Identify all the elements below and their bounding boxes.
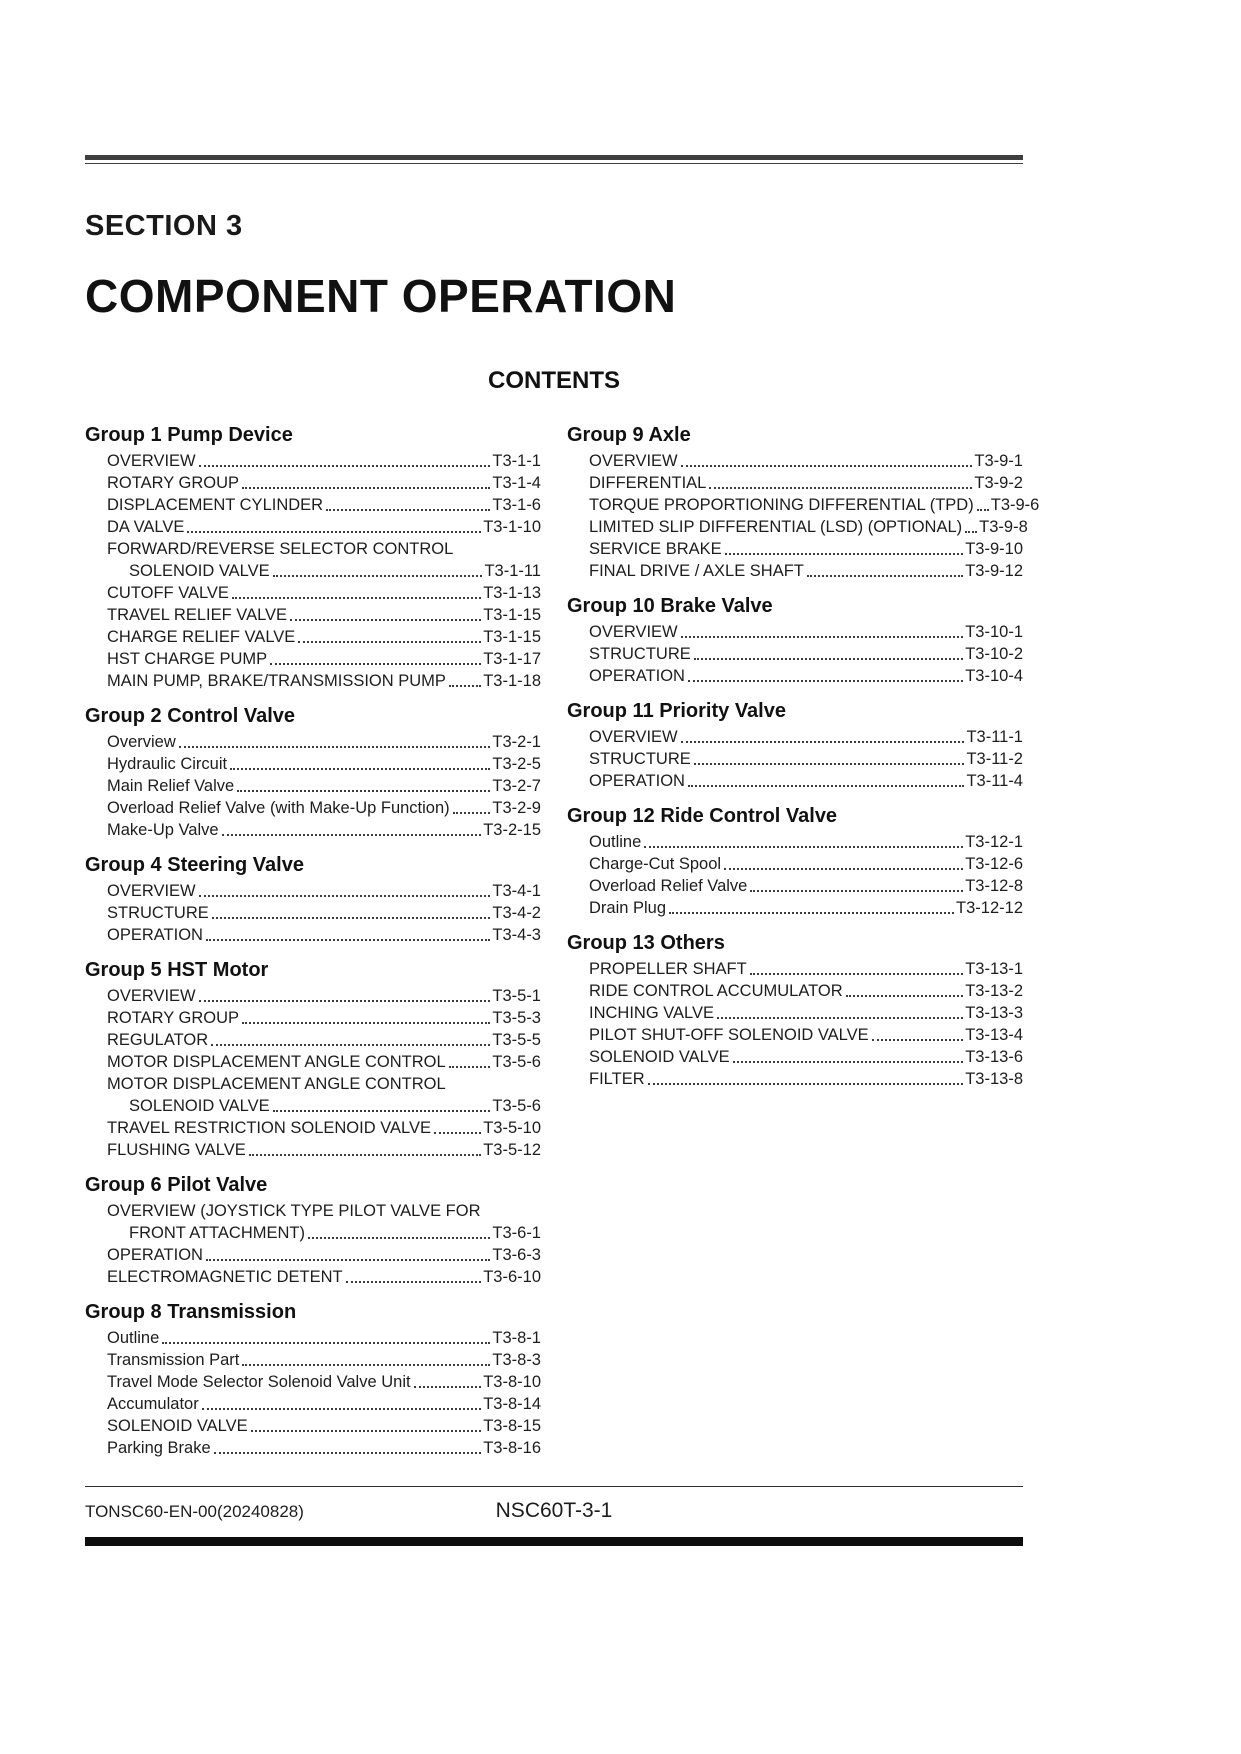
toc-entry-label: FINAL DRIVE / AXLE SHAFT — [589, 562, 804, 580]
toc-entry-label: OVERVIEW — [589, 623, 678, 641]
toc-entry-label: PILOT SHUT-OFF SOLENOID VALVE — [589, 1026, 869, 1044]
toc-group — [567, 804, 1023, 919]
toc-entry-label: TORQUE PROPORTIONING DIFFERENTIAL (TPD) — [589, 496, 974, 514]
dot-leader — [346, 1281, 482, 1283]
toc-entry-page: T3-12-6 — [965, 855, 1023, 873]
dot-leader — [212, 917, 491, 919]
dot-leader — [206, 939, 490, 941]
dot-leader — [434, 1132, 481, 1134]
dot-leader — [449, 1066, 491, 1068]
toc-entry-page: T3-9-10 — [965, 540, 1023, 558]
toc-entry-page: T3-9-6 — [990, 496, 1040, 514]
toc-entry-page: T3-1-1 — [492, 452, 541, 470]
footer-doc-code: TONSC60-EN-00(20240828) — [85, 1502, 304, 1521]
toc-entry-line — [85, 604, 541, 626]
toc-entry-page: T3-4-3 — [492, 926, 541, 944]
toc-entry-label: SOLENOID VALVE — [129, 562, 270, 580]
toc-entry-label: SOLENOID VALVE — [129, 1097, 270, 1115]
footer-rule — [85, 1486, 1023, 1487]
toc-entry-page: T3-8-14 — [483, 1395, 541, 1413]
toc-entry-label: REGULATOR — [107, 1031, 209, 1049]
toc-entry-line — [85, 494, 541, 516]
toc-entry-label: STRUCTURE — [589, 750, 691, 768]
toc-entry-line — [567, 1046, 1023, 1068]
toc-entry-label: LIMITED SLIP DIFFERENTIAL (LSD) (OPTIONAL) — [589, 518, 963, 536]
toc-entry-label: STRUCTURE — [589, 645, 691, 663]
toc-entry-line — [85, 1437, 541, 1459]
dot-leader — [249, 1154, 481, 1156]
page-content — [85, 0, 1040, 1459]
toc-group — [85, 1300, 541, 1459]
toc-entry-line — [567, 1002, 1023, 1024]
toc-entry-line — [85, 1415, 541, 1437]
toc-entry-line — [567, 875, 1023, 897]
toc-entry-label: MOTOR DISPLACEMENT ANGLE CONTROL — [107, 1053, 446, 1071]
section-label: SECTION 3 — [85, 210, 243, 242]
toc-entry-line — [85, 753, 541, 775]
toc-group — [567, 423, 1040, 582]
toc-entry-page: T3-4-2 — [492, 904, 541, 922]
toc-entry-page: T3-2-5 — [492, 755, 541, 773]
dot-leader — [199, 465, 491, 467]
toc-entry-line — [85, 1139, 541, 1161]
toc-entry-page: T3-13-4 — [965, 1026, 1023, 1044]
dot-leader — [199, 1000, 491, 1002]
toc-entry-label: OPERATION — [589, 667, 685, 685]
toc-group-title: Group 11 Priority Valve — [567, 700, 786, 722]
dot-leader — [644, 846, 963, 848]
dot-leader — [449, 685, 481, 687]
dot-leader — [846, 995, 964, 997]
contents-heading: CONTENTS — [488, 367, 620, 394]
toc-entry-page: T3-1-11 — [484, 562, 541, 580]
toc-entry-page: T3-6-10 — [483, 1268, 541, 1286]
toc-group-title: Group 12 Ride Control Valve — [567, 805, 838, 827]
toc-entry-label: OPERATION — [589, 772, 685, 790]
toc-group — [85, 704, 541, 841]
toc-entry-label: CUTOFF VALVE — [107, 584, 229, 602]
toc-entry-line — [567, 538, 1023, 560]
toc-entry-line — [567, 494, 1040, 516]
toc-group-title: Group 10 Brake Valve — [567, 595, 773, 617]
toc-entry-page: T3-5-12 — [483, 1141, 541, 1159]
dot-leader — [187, 531, 481, 533]
dot-leader — [681, 465, 973, 467]
toc-entry-line — [85, 648, 541, 670]
toc-entry-label: Overview — [107, 733, 176, 751]
toc-entry-line — [85, 924, 541, 946]
page-title: COMPONENT OPERATION — [85, 270, 677, 322]
toc-entry-label: TRAVEL RESTRICTION SOLENOID VALVE — [107, 1119, 431, 1137]
toc-entry-line — [567, 472, 1023, 494]
dot-leader — [242, 1022, 490, 1024]
toc-entry-label: Parking Brake — [107, 1439, 211, 1457]
toc-entry-page: T3-10-4 — [965, 667, 1023, 685]
dot-leader — [270, 663, 481, 665]
dot-leader — [222, 834, 482, 836]
toc-entry-line — [567, 665, 1023, 687]
dot-leader — [681, 636, 964, 638]
toc-entry-page: T3-9-1 — [974, 452, 1023, 470]
toc-entry-label: DA VALVE — [107, 518, 185, 536]
toc-group-title: Group 6 Pilot Valve — [85, 1174, 268, 1196]
toc-group-title: Group 8 Transmission — [85, 1301, 297, 1323]
toc-entry-line — [85, 1371, 541, 1393]
dot-leader — [199, 895, 491, 897]
toc-entry-line — [567, 980, 1023, 1002]
toc-entry-line — [85, 1095, 541, 1117]
toc-entry-line — [85, 880, 541, 902]
toc-entry-page: T3-4-1 — [492, 882, 541, 900]
toc-entry-page: T3-13-2 — [965, 982, 1023, 1000]
toc-entry-label: Charge-Cut Spool — [589, 855, 722, 873]
toc-entry-line — [85, 450, 541, 472]
dot-leader — [750, 973, 964, 975]
toc-entry-line — [85, 775, 541, 797]
dot-leader — [206, 1259, 490, 1261]
dot-leader — [669, 912, 954, 914]
toc-entry-label: SOLENOID VALVE — [107, 1417, 248, 1435]
toc-entry-line — [85, 1349, 541, 1371]
toc-entry-page: T3-12-1 — [965, 833, 1023, 851]
toc-group — [85, 423, 541, 692]
toc-group-title: Group 13 Others — [567, 932, 725, 954]
toc-entry-line — [85, 1222, 541, 1244]
toc-entry-page: T3-5-5 — [492, 1031, 541, 1049]
toc-entry-line — [567, 560, 1023, 582]
toc-entry-page: T3-9-2 — [974, 474, 1023, 492]
page-footer — [85, 1486, 1023, 1546]
dot-leader — [872, 1039, 964, 1041]
toc-entry-label: Outline — [107, 1329, 160, 1347]
dot-leader — [694, 658, 963, 660]
toc-entry-line — [85, 797, 541, 819]
toc-entry-label: OPERATION — [107, 1246, 203, 1264]
toc-group-title: Group 9 Axle — [567, 424, 691, 446]
toc-entry-page: T3-5-3 — [492, 1009, 541, 1027]
toc-entry-page: T3-13-3 — [965, 1004, 1023, 1022]
dot-leader — [688, 785, 964, 787]
dot-leader — [709, 487, 972, 489]
toc-entry-line — [567, 897, 1023, 919]
toc-entry-label: ROTARY GROUP — [107, 474, 240, 492]
toc-entry-page: T3-6-1 — [492, 1224, 541, 1242]
toc-entry-label: OPERATION — [107, 926, 203, 944]
toc-entry-line — [567, 958, 1023, 980]
dot-leader — [453, 812, 491, 814]
toc-entry-page: T3-1-10 — [483, 518, 541, 536]
toc-entry-label: FLUSHING VALVE — [107, 1141, 246, 1159]
toc-entry-line — [85, 731, 541, 753]
toc-entry-page: T3-11-4 — [966, 772, 1023, 790]
toc-entry-line — [85, 1200, 541, 1222]
toc-entry-line — [85, 582, 541, 604]
toc-entry-page: T3-12-8 — [965, 877, 1023, 895]
toc-entry-page: T3-2-1 — [492, 733, 541, 751]
toc-group-title: Group 4 Steering Valve — [85, 854, 304, 876]
dot-leader — [242, 1364, 490, 1366]
toc-entry-label: Overload Relief Valve (with Make-Up Function) — [107, 799, 450, 817]
toc-entry-label: CHARGE RELIEF VALVE — [107, 628, 296, 646]
toc-entry-line — [567, 770, 1023, 792]
toc-entry-line — [567, 450, 1023, 472]
toc-entry-page: T3-5-1 — [492, 987, 541, 1005]
toc-entry-line — [567, 726, 1023, 748]
toc-entry-page: T3-1-15 — [483, 606, 541, 624]
toc-entry-label: STRUCTURE — [107, 904, 209, 922]
toc-entry-label: SERVICE BRAKE — [589, 540, 722, 558]
toc-entry-label: Outline — [589, 833, 642, 851]
toc-entry-page: T3-10-1 — [965, 623, 1023, 641]
top-rule — [85, 155, 1023, 164]
toc-entry-label: FRONT ATTACHMENT) — [129, 1224, 305, 1242]
toc-entry-label: DISPLACEMENT CYLINDER — [107, 496, 324, 514]
dot-leader — [414, 1386, 482, 1388]
toc-entry-line — [85, 1327, 541, 1349]
toc-entry-page: T3-2-9 — [492, 799, 541, 817]
toc-entry-label: ELECTROMAGNETIC DETENT — [107, 1268, 343, 1286]
dot-leader — [694, 763, 965, 765]
toc-entry-line — [85, 1073, 541, 1095]
toc-entry-label: Travel Mode Selector Solenoid Valve Unit — [107, 1373, 411, 1391]
toc-entry-line — [567, 643, 1023, 665]
toc-entry-page: T3-2-15 — [483, 821, 541, 839]
dot-leader — [230, 768, 490, 770]
toc-entry-line — [85, 538, 541, 560]
dot-leader — [290, 619, 481, 621]
toc-group — [85, 853, 541, 946]
toc-entry-page: T3-1-13 — [483, 584, 541, 602]
toc-entry-page: T3-9-8 — [979, 518, 1028, 536]
toc-entry-line — [85, 1029, 541, 1051]
dot-leader — [807, 575, 963, 577]
toc-entry-page: T3-12-12 — [956, 899, 1023, 917]
toc-entry-line — [567, 516, 1028, 538]
toc-right-column — [567, 423, 1040, 1459]
toc-group-title: Group 1 Pump Device — [85, 424, 293, 446]
toc-entry-label: MOTOR DISPLACEMENT ANGLE CONTROL — [107, 1075, 446, 1093]
toc-entry-line — [567, 831, 1023, 853]
toc-entry-label: OVERVIEW — [107, 452, 196, 470]
toc-entry-page: T3-13-6 — [965, 1048, 1023, 1066]
dot-leader — [681, 741, 965, 743]
dot-leader — [308, 1237, 490, 1239]
toc-group — [567, 699, 1023, 792]
toc-entry-page: T3-10-2 — [965, 645, 1023, 663]
dot-leader — [648, 1083, 964, 1085]
toc-entry-line — [85, 1393, 541, 1415]
toc-entry-label: OVERVIEW — [589, 728, 678, 746]
dot-leader — [273, 575, 483, 577]
dot-leader — [724, 868, 963, 870]
dot-leader — [179, 746, 491, 748]
footer-row — [85, 1499, 1023, 1525]
dot-leader — [211, 1044, 490, 1046]
toc-entry-page: T3-8-16 — [483, 1439, 541, 1457]
toc-entry-label: Drain Plug — [589, 899, 667, 917]
bottom-bar — [85, 1537, 1023, 1546]
toc-entry-label: FILTER — [589, 1070, 645, 1088]
toc-entry-label: Transmission Part — [107, 1351, 240, 1369]
toc-entry-label: ROTARY GROUP — [107, 1009, 240, 1027]
toc-entry-line — [85, 472, 541, 494]
toc-entry-page: T3-1-6 — [492, 496, 541, 514]
toc-group — [85, 1173, 541, 1288]
toc-entry-page: T3-8-3 — [492, 1351, 541, 1369]
toc-entry-line — [85, 1051, 541, 1073]
toc-entry-line — [567, 1024, 1023, 1046]
toc-entry-label: OVERVIEW (JOYSTICK TYPE PILOT VALVE FOR — [107, 1202, 481, 1220]
toc-entry-label: Main Relief Valve — [107, 777, 235, 795]
toc-entry-line — [567, 621, 1023, 643]
toc-entry-page: T3-13-8 — [965, 1070, 1023, 1088]
toc-entry-label: PROPELLER SHAFT — [589, 960, 747, 978]
dot-leader — [214, 1452, 482, 1454]
dot-leader — [965, 531, 977, 533]
dot-leader — [162, 1342, 490, 1344]
toc-entry-label: RIDE CONTROL ACCUMULATOR — [589, 982, 843, 1000]
toc-entry-line — [85, 1117, 541, 1139]
toc-entry-label: FORWARD/REVERSE SELECTOR CONTROL — [107, 540, 454, 558]
toc-entry-line — [85, 516, 541, 538]
toc-entry-line — [567, 748, 1023, 770]
dot-leader — [232, 597, 481, 599]
toc-left-column — [85, 423, 541, 1459]
toc-entry-line — [85, 902, 541, 924]
dot-leader — [273, 1110, 491, 1112]
toc-entry-page: T3-5-6 — [492, 1097, 541, 1115]
toc-entry-line — [85, 560, 541, 582]
toc-entry-label: OVERVIEW — [107, 987, 196, 1005]
toc-entry-line — [85, 819, 541, 841]
toc-entry-page: T3-1-17 — [483, 650, 541, 668]
toc-entry-label: Overload Relief Valve — [589, 877, 748, 895]
toc-entry-page: T3-5-10 — [483, 1119, 541, 1137]
toc-entry-label: SOLENOID VALVE — [589, 1048, 730, 1066]
toc-entry-line — [85, 985, 541, 1007]
toc-entry-line — [567, 853, 1023, 875]
toc-entry-page: T3-1-18 — [483, 672, 541, 690]
dot-leader — [251, 1430, 482, 1432]
toc-group — [85, 958, 541, 1161]
dot-leader — [688, 680, 963, 682]
toc-entry-label: TRAVEL RELIEF VALVE — [107, 606, 288, 624]
dot-leader — [977, 509, 989, 511]
toc-entry-page: T3-5-6 — [492, 1053, 541, 1071]
footer-page-code: NSC60T-3-1 — [495, 1499, 613, 1522]
toc-entry-line — [85, 670, 541, 692]
toc-entry-page: T3-1-15 — [483, 628, 541, 646]
toc-group-title: Group 2 Control Valve — [85, 705, 296, 727]
toc-entry-page: T3-13-1 — [965, 960, 1023, 978]
toc-entry-page: T3-8-1 — [492, 1329, 541, 1347]
dot-leader — [733, 1061, 964, 1063]
toc-group-title: Group 5 HST Motor — [85, 959, 269, 981]
toc-entry-page: T3-8-15 — [483, 1417, 541, 1435]
toc-entry-page: T3-11-2 — [966, 750, 1023, 768]
dot-leader — [242, 487, 490, 489]
dot-leader — [237, 790, 490, 792]
toc-entry-label: OVERVIEW — [107, 882, 196, 900]
dot-leader — [725, 553, 964, 555]
dot-leader — [202, 1408, 482, 1410]
toc-entry-line — [85, 626, 541, 648]
dot-leader — [750, 890, 963, 892]
toc-entry-line — [85, 1007, 541, 1029]
toc-entry-page: T3-8-10 — [483, 1373, 541, 1391]
toc-entry-page: T3-1-4 — [492, 474, 541, 492]
toc-entry-label: DIFFERENTIAL — [589, 474, 707, 492]
toc-entry-label: Hydraulic Circuit — [107, 755, 228, 773]
toc-entry-page: T3-9-12 — [965, 562, 1023, 580]
toc-group — [567, 594, 1023, 687]
toc-entry-label: Accumulator — [107, 1395, 199, 1413]
dot-leader — [298, 641, 481, 643]
toc-entry-line — [85, 1266, 541, 1288]
dot-leader — [326, 509, 490, 511]
toc-entry-label: Make-Up Valve — [107, 821, 219, 839]
toc-entry-label: MAIN PUMP, BRAKE/TRANSMISSION PUMP — [107, 672, 446, 690]
toc-entry-label: OVERVIEW — [589, 452, 678, 470]
toc-columns — [85, 423, 1040, 1459]
toc-group — [567, 931, 1023, 1090]
toc-entry-page: T3-11-1 — [966, 728, 1023, 746]
toc-entry-page: T3-6-3 — [492, 1246, 541, 1264]
toc-entry-page: T3-2-7 — [492, 777, 541, 795]
toc-entry-line — [85, 1244, 541, 1266]
dot-leader — [717, 1017, 963, 1019]
toc-entry-label: INCHING VALVE — [589, 1004, 714, 1022]
toc-entry-label: HST CHARGE PUMP — [107, 650, 268, 668]
toc-entry-line — [567, 1068, 1023, 1090]
